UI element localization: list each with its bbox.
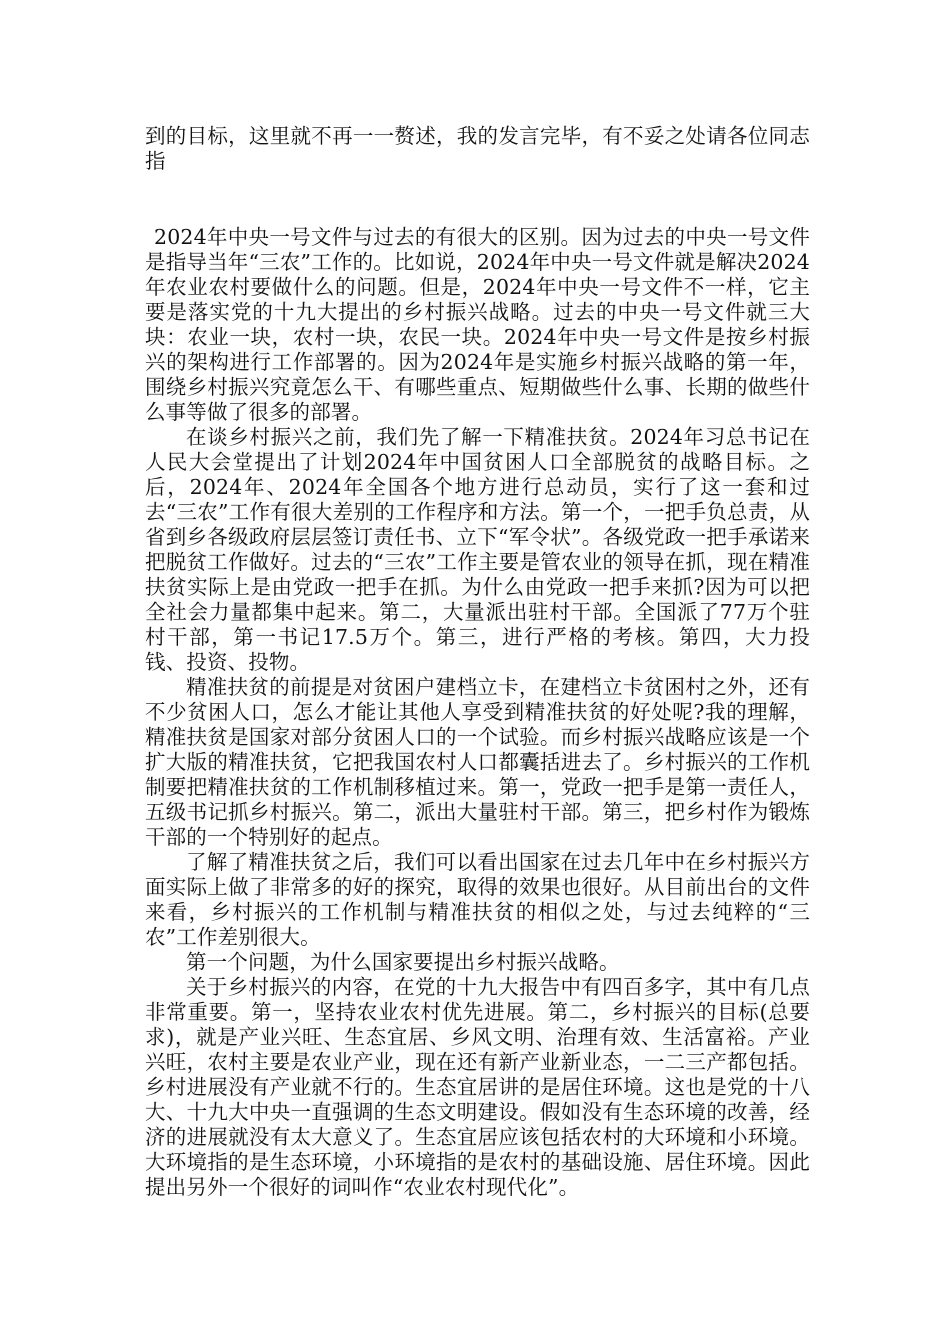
paragraph-3: 精准扶贫的前提是对贫困户建档立卡，在建档立卡贫困村之外，还有不少贫困人口，怎么才能让其他人享受到精准扶贫的好处呢?我的理解，精准扶贫是国家对部分贫困人口的一个试验。而乡村振兴战略应该是一个扩大版的精准扶贫，它把我国农村人口都囊括进去了。乡村振兴的工作机制要把精准扶贫的工作机制移植过来。第一，党政一把手是第一责任人，五级书记抓乡村振兴。第二，派出大量驻村干部。第三，把乡村作为锻炼干部的一个特别好的起点。	[145, 675, 810, 849]
paragraph-4: 了解了精准扶贫之后，我们可以看出国家在过去几年中在乡村振兴方面实际上做了非常多的好的探究，取得的效果也很好。从目前出台的文件来看，乡村振兴的工作机制与精准扶贫的相似之处，与过去纯粹的“三农”工作差别很大。	[145, 850, 810, 949]
paragraph-1: 2024年中央一号文件与过去的有很大的区别。因为过去的中央一号文件是指导当年“三农”工作的。比如说，2024年中央一号文件就是解决2024年农业农村要做什么的问题。但是，2024年中央一号文件不一样，它主要是落实党的十九大提出的乡村振兴战略。过去的中央一号文件就三大块：农业一块，农村一块，农民一块。2024年中央一号文件是按乡村振兴的架构进行工作部署的。因为2024年是实施乡村振兴战略的第一年，围绕乡村振兴究竟怎么干、有哪些重点、短期做些什么事、长期的做些什么事等做了很多的部署。	[145, 225, 810, 424]
paragraph-5: 第一个问题，为什么国家要提出乡村振兴战略。	[186, 950, 620, 974]
paragraph-6: 关于乡村振兴的内容，在党的十九大报告中有四百多字，其中有几点非常重要。第一，坚持农业农村优先进展。第二，乡村振兴的目标(总要求)，就是产业兴旺、生态宜居、乡风文明、治理有效、生活富裕。产业兴旺，农村主要是农业产业，现在还有新产业新业态，一二三产都包括。乡村进展没有产业就不行的。生态宜居讲的是居住环境。这也是党的十八大、十九大中央一直强调的生态文明建设。假如没有生态环境的改善，经济的进展就没有太大意义了。生态宜居应该包括农村的大环境和小环境。大环境指的是生态环境，小环境指的是农村的基础设施、居住环境。因此提出另外一个很好的词叫作“农业农村现代化”。	[145, 975, 810, 1199]
intro-paragraph: 到的目标，这里就不再一一赘述，我的发言完毕，有不妥之处请各位同志指	[145, 124, 810, 173]
body-section	[145, 225, 810, 1200]
paragraph-2: 在谈乡村振兴之前，我们先了解一下精准扶贫。2024年习总书记在人民大会堂提出了计划2024年中国贫困人口全部脱贫的战略目标。之后，2024年、2024年全国各个地方进行总动员，实行了这一套和过去“三农”工作有很大差别的工作程序和方法。第一个，一把手负总责，从省到乡各级政府层层签订责任书、立下“军令状”。各级党政一把手承诺来把脱贫工作做好。过去的“三农”工作主要是管农业的领导在抓，现在精准扶贫实际上是由党政一把手在抓。为什么由党政一把手来抓?因为可以把全社会力量都集中起来。第二，大量派出驻村干部。全国派了77万个驻村干部，第一书记17.5万个。第三，进行严格的考核。第四，大力投钱、投资、投物。	[145, 425, 810, 674]
intro-section	[145, 124, 810, 174]
